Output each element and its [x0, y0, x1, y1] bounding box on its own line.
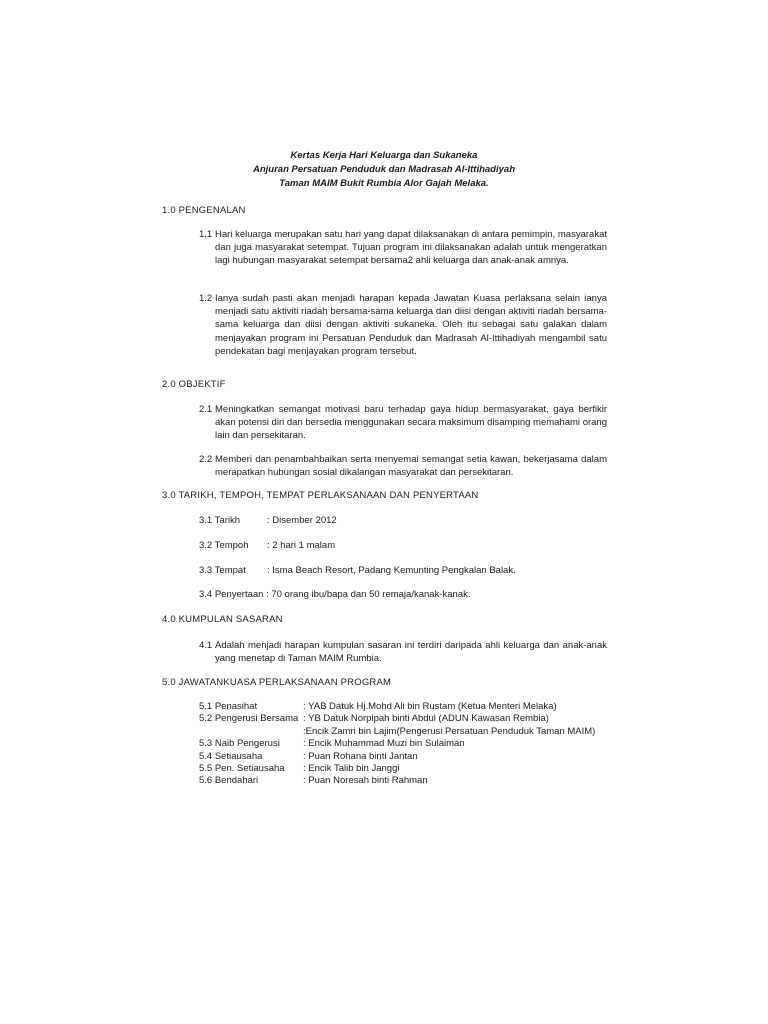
paragraph-number: 2.1 [199, 404, 213, 415]
committee-role: 5.1 Penasihat [199, 701, 258, 712]
section-heading-tarikh: 3.0 TARIKH, TEMPOH, TEMPAT PERLAKSANAAN DAN PENYERTAAN [162, 490, 479, 501]
committee-row [199, 751, 595, 763]
section-heading-objektif: 2.0 OBJEKTIF [162, 379, 226, 390]
committee-row [199, 763, 595, 775]
detail-label: 3.4 Penyertaan [199, 589, 264, 600]
committee-role: 5.2 Pengerusi Bersama [199, 713, 299, 725]
committee-member: : Encik Muhammad Muzi bin Sulaiman [303, 738, 465, 750]
paragraph-text: Adalah menjadi harapan kumpulan sasaran ini terdiri daripada ahli keluarga dan anak-anak yang menetap di Taman MAIM Rumbia. [215, 640, 607, 665]
paragraph-number: 4.1 [199, 640, 213, 651]
paragraph-number: 1.2 [199, 293, 213, 304]
paragraph-text: Hari keluarga merupakan satu hari yang dapat dilaksanakan di antara pemimpin, masyarakat dan juga masyarakat setempat. Tujuan program ini dilaksanakan adalah untuk mengeratkan lagi hubungan masyarakat setempat bersama2 ahli keluarga dan anak-anak amnya. [215, 229, 607, 267]
detail-label: 3.1 Tarikh [199, 515, 241, 526]
committee-row [199, 701, 595, 713]
committee-row [199, 738, 595, 750]
committee-row [199, 775, 595, 787]
committee-member: : YAB Datuk Hj.Mohd Ali bin Rustam (Ketua Menteri Melaka) [303, 701, 557, 712]
detail-row-tempoh [199, 540, 335, 551]
paragraph-1-2 [199, 292, 607, 358]
committee-member: : YB Datuk Norpipah binti Abdul (ADUN Kawasan Rembia) [303, 713, 549, 725]
detail-value: : 70 orang ibu/bapa dan 50 remaja/kanak-kanak. [263, 589, 471, 600]
detail-label: 3.3 Tempat [199, 565, 246, 576]
committee-member: : Encik Talib bin Janggi [303, 762, 400, 774]
document-title [0, 149, 768, 191]
paragraph-text: Ianya sudah pasti akan menjadi harapan kepada Jawatan Kuasa perlaksana selain ianya menjadi satu aktiviti riadah bersama-sama keluarga dan diisi dengan aktiviti riadah bersama-sama keluarga dan diisi dengan aktiviti sukaneka. Oleh itu sebagai satu galakan dalam menjayakan program ini Persatuan Penduduk dan Madrasah Al-Ittihadiyah mengambil satu pendekatan bagi menjayakan program tersebut. [215, 293, 607, 357]
committee-role: 5.5 Pen. Setiausaha [199, 762, 285, 774]
committee-member: : Puan Rohana binti Jantan [303, 750, 418, 762]
paragraph-text: Meningkatkan semangat motivasi baru terhadap gaya hidup bermasyarakat, gaya berfikir akan potensi diri dan bersedia menggunakan secara maksimum disamping memahami orang lain dan persekitaran. [215, 404, 607, 442]
detail-row-tempat [199, 565, 516, 576]
detail-value: : Isma Beach Resort, Padang Kemunting Pengkalan Balak. [267, 565, 516, 576]
paragraph-number: 1.1 [199, 229, 213, 240]
committee-row [199, 713, 595, 725]
paragraph-1-1 [199, 228, 607, 268]
committee-row [199, 726, 595, 738]
section-heading-jawatankuasa: 5.0 JAWATANKUASA PERLAKSANAAN PROGRAM [162, 677, 392, 688]
section-heading-pengenalan: 1.0 PENGENALAN [162, 205, 246, 216]
committee-role: 5.4 Setiausaha [199, 750, 263, 762]
committee-list [199, 701, 595, 788]
committee-role: 5.3 Naib Pengerusi [199, 738, 280, 750]
committee-role: 5.6 Bendahari [199, 775, 259, 787]
detail-label: 3.2 Tempoh [199, 540, 249, 551]
title-line-3: Taman MAIM Bukit Rumbia Alor Gajah Melaka. [279, 178, 489, 189]
paragraph-text: Memberi dan penambahbaikan serta menyemai semangat setia kawan, bekerjasama dalam merapatkan hubungan sosial dikalangan masyarakat dan persekitaran. [215, 454, 607, 479]
committee-member: :Encik Zamri bin Lajim(Pengerusi Persatuan Penduduk Taman MAIM) [303, 725, 596, 737]
title-line-2: Anjuran Persatuan Penduduk dan Madrasah Al-Ittihadiyah [253, 164, 515, 175]
paragraph-number: 2.2 [199, 454, 213, 465]
committee-member: : Puan Noresah binti Rahman [303, 775, 428, 787]
detail-row-penyertaan [199, 589, 470, 600]
paragraph-4-1 [199, 639, 607, 665]
paragraph-2-2 [199, 453, 607, 479]
detail-row-tarikh [199, 515, 337, 526]
detail-value: : 2 hari 1 malam [267, 540, 336, 551]
detail-value: : Disember 2012 [267, 515, 337, 526]
section-heading-kumpulan-sasaran: 4.0 KUMPULAN SASARAN [162, 614, 283, 625]
title-line-1: Kertas Kerja Hari Keluarga dan Sukaneka [290, 150, 478, 161]
paragraph-2-1 [199, 403, 607, 443]
